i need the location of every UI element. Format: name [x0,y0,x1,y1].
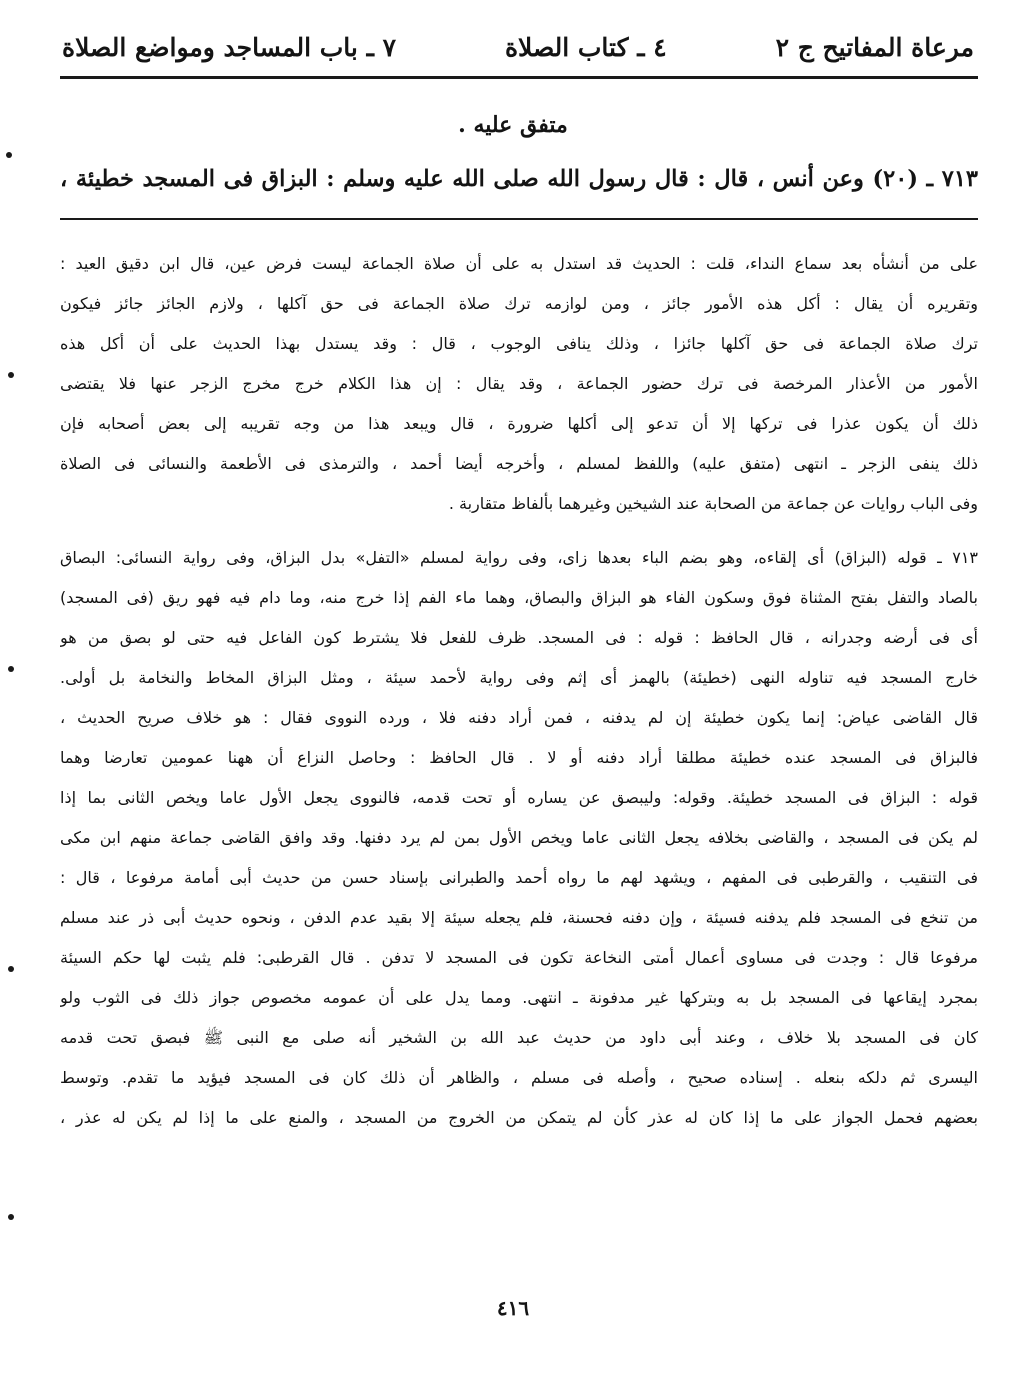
commentary-body [60,244,978,1138]
commentary-line: وفى الباب روايات عن جماعة من الصحابة عند الشيخين وغيرهما بألفاظ متقاربة . [448,494,978,513]
commentary-line: بعضهم فحمل الجواز على ما إذا كان له عذر كأن لم يتمكن من الخروج من المسجد ، والمنع على ما إذا لم يكن له عذر ، [60,1108,978,1127]
commentary-line: خارج المسجد فيه تناوله النهى (خطيئة) بالهمز أى إثم وفى رواية لأحمد سيئة ، ومثل البزاق المخاط والنخامة بل أولى. [60,668,978,687]
scan-margin-dot [8,372,14,378]
header-bab: ٧ ـ باب المساجد ومواضع الصلاة [62,32,397,62]
commentary-line: ذلك ينفى الزجر ـ انتهى (متفق عليه) واللفظ لمسلم ، وأخرجه أيضا أحمد ، والترمذى فى الأطعمة والنسائى فى الصلاة [60,454,978,473]
commentary-line: قال القاضى عياض: إنما يكون خطيئة إن لم يدفنه ، فمن أراد دفنه فلا ، ورده النووى فقال : هو خلاف صريح الحديث ، [60,708,978,727]
commentary-line: بالصاد والتفل بفتح المثناة فوق وسكون الفاء هو البزاق والبصاق، وهما ماء الفم إذا خرج منه، وما دام فيه فهو ريق (فى المسجد) [60,588,978,607]
commentary-line: أى فى أرضه وجدرانه ، قال الحافظ : قوله : فى المسجد. ظرف للفعل فلا يشترط كون الفاعل فيه حتى لو بصق من هو [60,628,978,647]
scan-margin-dot [8,1214,14,1220]
commentary-line: وتقريره أن يقال : أكل هذه الأمور جائز ، ومن لوازمه ترك صلاة الجماعة فى حق آكلها ، ولازم الجائز جائز فيكون [60,294,978,313]
header-rule [60,76,978,79]
commentary-line: قوله : البزاق فى المسجد خطيئة. وقوله: وليبصق عن يساره أو تحت قدمه، فالنووى يجعل الأول عاما ويخص الثانى بما إذا [60,788,978,807]
scan-margin-dot [6,152,12,158]
commentary-line: فى التنقيب ، والقرطبى فى المفهم ، ويشهد لهم ما رواه أحمد والطبرانى بإسناد حسن من حديث أبى أمامة مرفوعا ، قال : [60,868,978,887]
commentary-line: لم يكن فى المسجد ، والقاضى بخلافه يجعل الثانى عاما ويخص الأول بمن لم يرد دفنها. وقد وافق القاضى جماعة منهم ابن مكى [60,828,978,847]
running-header [62,22,974,72]
hadith-713-matn: ٧١٣ ـ (٢٠) وعن أنس ، قال : قال رسول الله صلى الله عليه وسلم : البزاق فى المسجد خطيئة ، [60,166,978,192]
header-kitab: ٤ ـ كتاب الصلاة [504,32,667,62]
commentary-line: كان فى المسجد بلا خلاف ، وعند أبى داود من حديث عبد الله بن الشخير أنه صلى مع النبى ﷺ فبصق تحت قدمه [60,1028,978,1047]
scan-margin-dot [8,966,14,972]
commentary-line: ٧١٣ ـ قوله (البزاق) أى إلقاءه، وهو بضم الباء بعدها زاى، وفى رواية لمسلم «التفل» بدل البزاق، وفى رواية النسائى: البصاق [60,548,978,567]
commentary-line: الأمور من الأعذار المرخصة فى ترك حضور الجماعة ، وقد يقال : إن هذا الكلام خرج مخرج الزجر عنها فلا يقتضى [60,374,978,393]
page-number: ٤١٦ [496,1296,530,1320]
commentary-line: بمجرد إيقاعها فى المسجد بل به وبتركها غير مدفونة ـ انتهى. ومما يدل على أن عمومه مخصوص جواز ذلك فى الثوب ولو [60,988,978,1007]
commentary-paragraph-2 [60,538,978,1138]
scan-margin-dot [8,666,14,672]
header-book-volume: مرعاة المفاتيح ج ٢ [775,32,974,62]
commentary-line: اليسرى ثم دلكه بنعله . إسناده صحيح ، وأصله فى مسلم ، والظاهر أن ذلك كان فى المسجد فيؤيد ما تقدم. وتوسط [60,1068,978,1087]
commentary-line: على من أنشأه بعد سماع النداء، قلت : الحديث قد استدل به على أن صلاة الجماعة ليست فرض عين، قال ابن دقيق العيد : [60,254,978,273]
commentary-line: ترك صلاة الجماعة فى حق آكلها جائزا ، وذلك ينافى الوجوب ، قال : وقد يستدل بهذا الحديث على أن أكل هذه [60,334,978,353]
matn-commentary-separator [60,218,978,220]
commentary-line: من تنخع فى المسجد فلم يدفنه فسيئة ، وإن دفنه فحسنة، فلم يجعله سيئة إلا بقيد عدم الدفن ، ونحوه حديث أبى ذر عند مسلم [60,908,978,927]
commentary-paragraph-1 [60,244,978,524]
commentary-line: مرفوعا قال : وجدت فى مساوى أعمال أمتى النخاعة تكون فى المسجد لا تدفن . قال القرطبى: فلم يثبت لها حكم السيئة [60,948,978,967]
commentary-line: فالبزاق فى المسجد عنده خطيئة مطلقا أراد دفنه أو لا . قال الحافظ : وحاصل النزاع أن ههنا عمومين تعارضا وهما [60,748,978,767]
commentary-line: ذلك أن يكون عذرا فى تركها إلا أن تدعو إلى أكلها ضرورة ، قال ويبعد هذا من وجه تقريبه إلى بعض أصحابه فإن [60,414,978,433]
matn-end-note: متفق عليه . [458,112,568,138]
